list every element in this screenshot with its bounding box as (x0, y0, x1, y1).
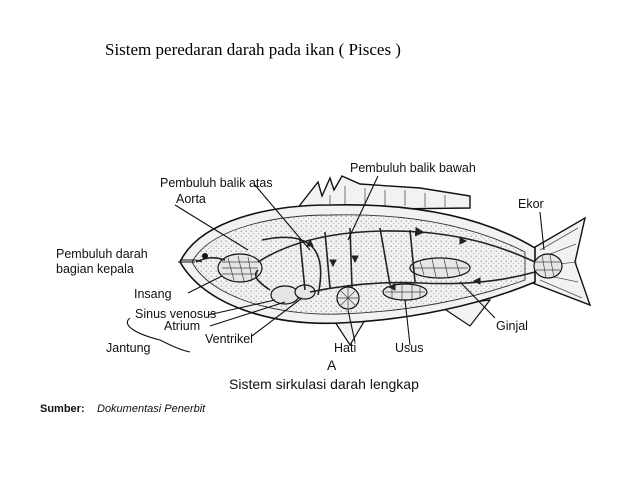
source-label: Sumber: (40, 403, 85, 415)
figure-letter: A (327, 357, 337, 373)
label-pembuluh-balik-bawah: Pembuluh balik bawah (350, 161, 476, 175)
label-insang: Insang (134, 287, 172, 301)
label-sinus-venosus: Sinus venosus (135, 307, 217, 321)
label-aorta: Aorta (176, 192, 206, 206)
label-hati: Hati (334, 341, 357, 355)
tail-capillaries (534, 254, 562, 278)
label-ekor: Ekor (518, 197, 544, 211)
label-usus: Usus (395, 341, 424, 355)
label-atrium: Atrium (164, 319, 201, 333)
gills (218, 254, 262, 282)
label-ventrikel: Ventrikel (205, 332, 253, 346)
label-jantung: Jantung (106, 341, 151, 355)
liver (337, 287, 359, 309)
label-pembuluh-balik-atas: Pembuluh balik atas (160, 176, 273, 190)
figure-caption: Sistem sirkulasi darah lengkap (229, 376, 419, 392)
label-pembuluh-darah: Pembuluh darah (56, 247, 148, 261)
label-ginjal: Ginjal (496, 319, 528, 333)
kidney (410, 258, 470, 278)
source-text: Dokumentasi Penerbit (97, 403, 206, 415)
page-title: Sistem peredaran darah pada ikan ( Pisces ) (105, 40, 401, 59)
label-bagian-kepala: bagian kepala (56, 262, 134, 276)
